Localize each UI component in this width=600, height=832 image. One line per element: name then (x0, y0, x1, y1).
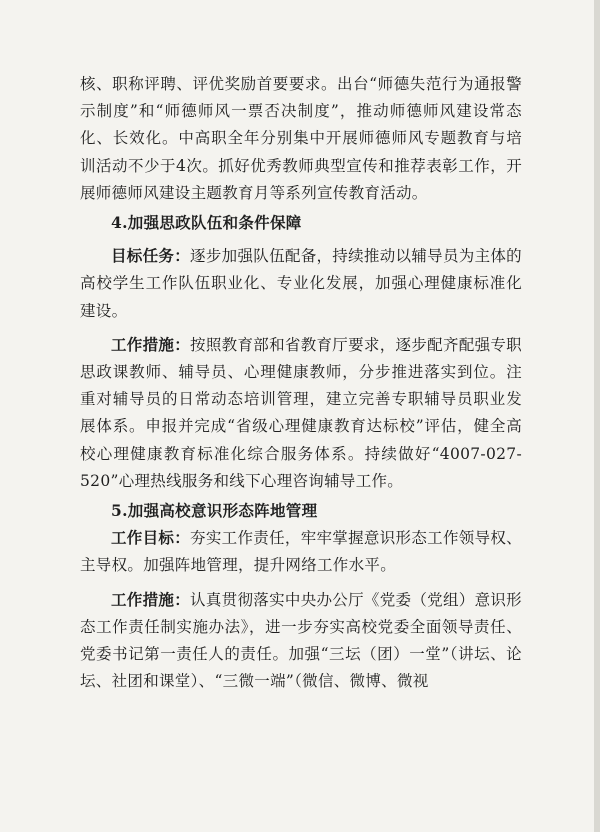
work-measures-label-2: 工作措施： (111, 589, 191, 609)
paragraph-work-goal (80, 524, 522, 579)
work-goal-label: 工作目标： (111, 528, 191, 548)
section-heading-4: 4.加强思政队伍和条件保障 (111, 213, 302, 233)
work-goal-text: 夯实工作责任，牢牢掌握意识形态工作领导权、主导权。加强阵地管理，提升网络工作水平。 (80, 529, 522, 575)
page-edge-shadow (594, 0, 600, 832)
section-heading-5: 5.加强高校意识形态阵地管理 (111, 501, 318, 521)
goal-tasks-label: 目标任务： (111, 246, 191, 266)
paragraph-goal-tasks (80, 242, 522, 325)
work-measures-label-1: 工作措施： (111, 334, 191, 354)
goal-tasks-text: 逐步加强队伍配备，持续推动以辅导员为主体的高校学生工作队伍职业化、专业化发展，加强心理健康标准化建设。 (80, 247, 522, 320)
work-measures-text-2: 认真贯彻落实中央办公厅《党委（党组）意识形态工作责任制实施办法》，进一步夯实高校党委全面领导责任、党委书记第一责任人的责任。加强“三坛（团）一堂”（讲坛、论坛、社团和课堂）、“三微一端”（微信、微博、微视 (80, 590, 522, 691)
paragraph-teacher-ethics: 核、职称评聘、评优奖励首要要求。出台“师德失范行为通报警示制度”和“师德师风一票否决制度”，推动师德师风建设常态化、长效化。中高职全年分别集中开展师德师风专题教育与培训活动不少于4次。抓好优秀教师典型宣传和推荐表彰工作，开展师德师风建设主题教育月等系列宣传教育活动。 (80, 75, 522, 202)
work-measures-text-1: 按照教育部和省教育厅要求，逐步配齐配强专职思政课教师、辅导员、心理健康教师，分步推进落实到位。注重对辅导员的日常动态培训管理，建立完善专职辅导员职业发展体系。申报并完成“省级心理健康教育达标校”评估，健全高校心理健康教育标准化综合服务体系。持续做好“4007-027-520”心理热线服务和线下心理咨询辅导工作。 (80, 335, 522, 490)
paragraph-work-measures-1 (80, 331, 522, 495)
paragraph-work-measures-2 (80, 586, 522, 696)
